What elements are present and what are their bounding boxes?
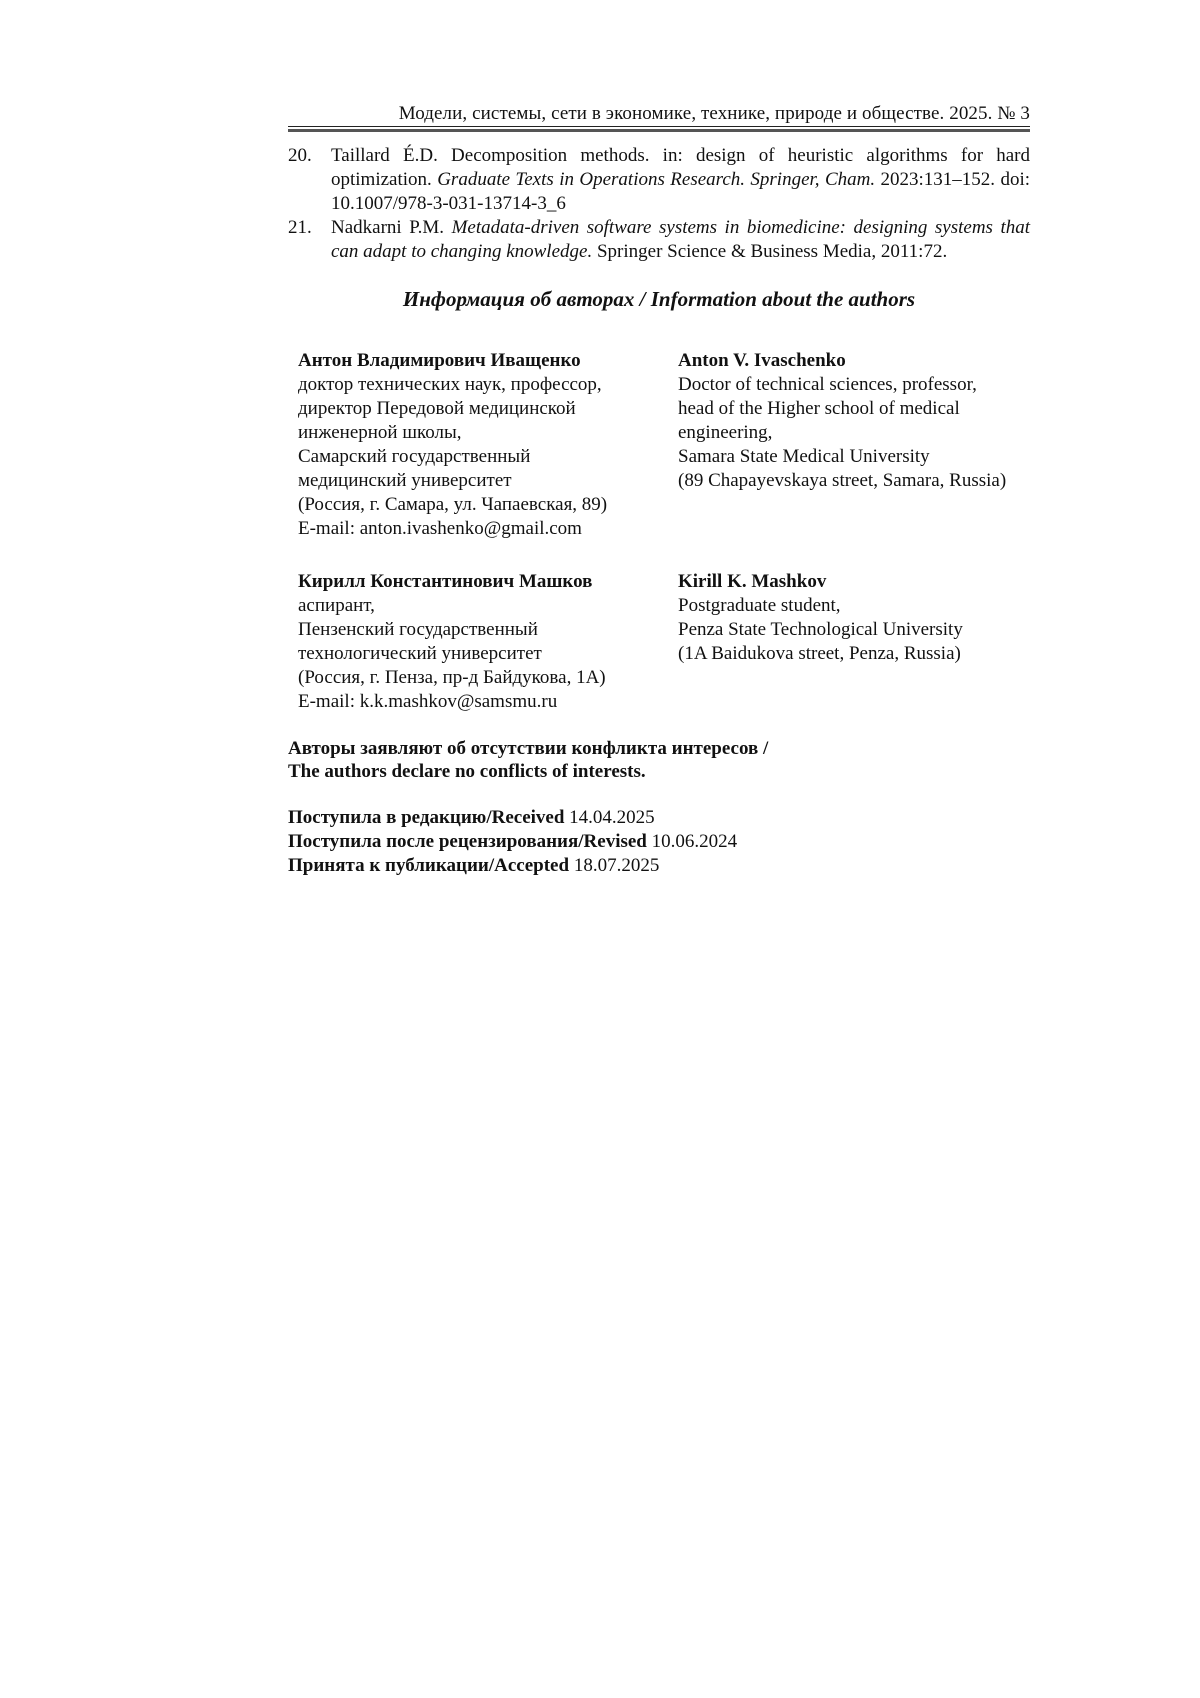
author-detail: доктор технических наук, профессор,	[298, 374, 602, 395]
reference-italic: Graduate Texts in Operations Research. Springer, Cham.	[437, 169, 876, 190]
reference-item	[288, 144, 1030, 216]
header-rule-thick	[288, 129, 1030, 132]
accepted-date-row	[288, 854, 1030, 878]
author-detail: Самарский государственный	[298, 446, 531, 467]
author-detail: Postgraduate student,	[678, 595, 841, 616]
revised-label: Поступила после рецензирования/Revised	[288, 831, 647, 852]
revised-value: 10.06.2024	[646, 831, 738, 852]
author-detail: (89 Chapayevskaya street, Samara, Russia)	[678, 470, 1007, 491]
reference-list	[288, 144, 1030, 264]
author-email: E-mail: k.k.mashkov@samsmu.ru	[298, 691, 558, 712]
running-header: Модели, системы, сети в экономике, технике, природе и обществе. 2025. № 3	[398, 103, 1030, 124]
reference-plain-before: Nadkarni P.M.	[331, 217, 452, 238]
author-1-en	[678, 349, 1038, 493]
publication-dates	[288, 806, 1030, 878]
author-detail: инженерной школы,	[298, 422, 462, 443]
conflict-statement	[288, 737, 1030, 783]
author-detail: engineering,	[678, 422, 773, 443]
received-date-row	[288, 806, 1030, 830]
author-name: Антон Владимирович Иващенко	[298, 350, 581, 371]
reference-plain-after: 2023:131–152. doi: 10.1007/978-3-031-13714-3_6	[331, 169, 1030, 214]
accepted-label: Принята к публикации/Accepted	[288, 855, 570, 876]
author-name: Anton V. Ivaschenko	[678, 350, 846, 371]
author-detail: (Россия, г. Пенза, пр-д Байдукова, 1А)	[298, 667, 606, 688]
author-detail: (Россия, г. Самара, ул. Чапаевская, 89)	[298, 494, 608, 515]
authors-section-title: Информация об авторах / Information about the authors	[402, 287, 916, 311]
author-2-en	[678, 570, 1038, 666]
reference-text	[331, 216, 1030, 264]
author-detail: Penza State Technological University	[678, 619, 963, 640]
reference-plain-before: Taillard É.D. Decomposition methods. in: design of heuristic algorithms for hard optimization.	[331, 145, 1030, 190]
author-detail: Doctor of technical sciences, professor,	[678, 374, 977, 395]
author-name: Кирилл Константинович Машков	[298, 571, 593, 592]
author-2-ru	[298, 570, 658, 714]
header-rule-thin	[288, 126, 1030, 127]
author-detail: медицинский университет	[298, 470, 512, 491]
reference-plain-after: Springer Science & Business Media, 2011:72.	[592, 241, 948, 262]
author-detail: (1A Baidukova street, Penza, Russia)	[678, 643, 961, 664]
author-1-ru	[298, 349, 658, 541]
author-detail: технологический университет	[298, 643, 542, 664]
author-detail: Samara State Medical University	[678, 446, 930, 467]
revised-date-row	[288, 830, 1030, 854]
reference-item	[288, 216, 1030, 264]
reference-number: 20.	[288, 145, 312, 166]
author-name: Kirill K. Mashkov	[678, 571, 827, 592]
conflict-line-en: The authors declare no conflicts of interests.	[288, 761, 646, 782]
author-email: E-mail: anton.ivashenko@gmail.com	[298, 518, 582, 539]
accepted-value: 18.07.2025	[569, 855, 660, 876]
author-detail: директор Передовой медицинской	[298, 398, 576, 419]
author-detail: head of the Higher school of medical	[678, 398, 960, 419]
conflict-line-ru: Авторы заявляют об отсутствии конфликта интересов /	[288, 738, 769, 759]
received-label: Поступила в редакцию/Received	[288, 807, 565, 828]
reference-italic: Metadata-driven software systems in biomedicine: designing systems that can adapt to changing knowledge.	[331, 217, 1030, 262]
reference-text	[331, 144, 1030, 216]
author-detail: аспирант,	[298, 595, 375, 616]
author-detail: Пензенский государственный	[298, 619, 538, 640]
reference-number: 21.	[288, 217, 312, 238]
received-value: 14.04.2025	[564, 807, 655, 828]
